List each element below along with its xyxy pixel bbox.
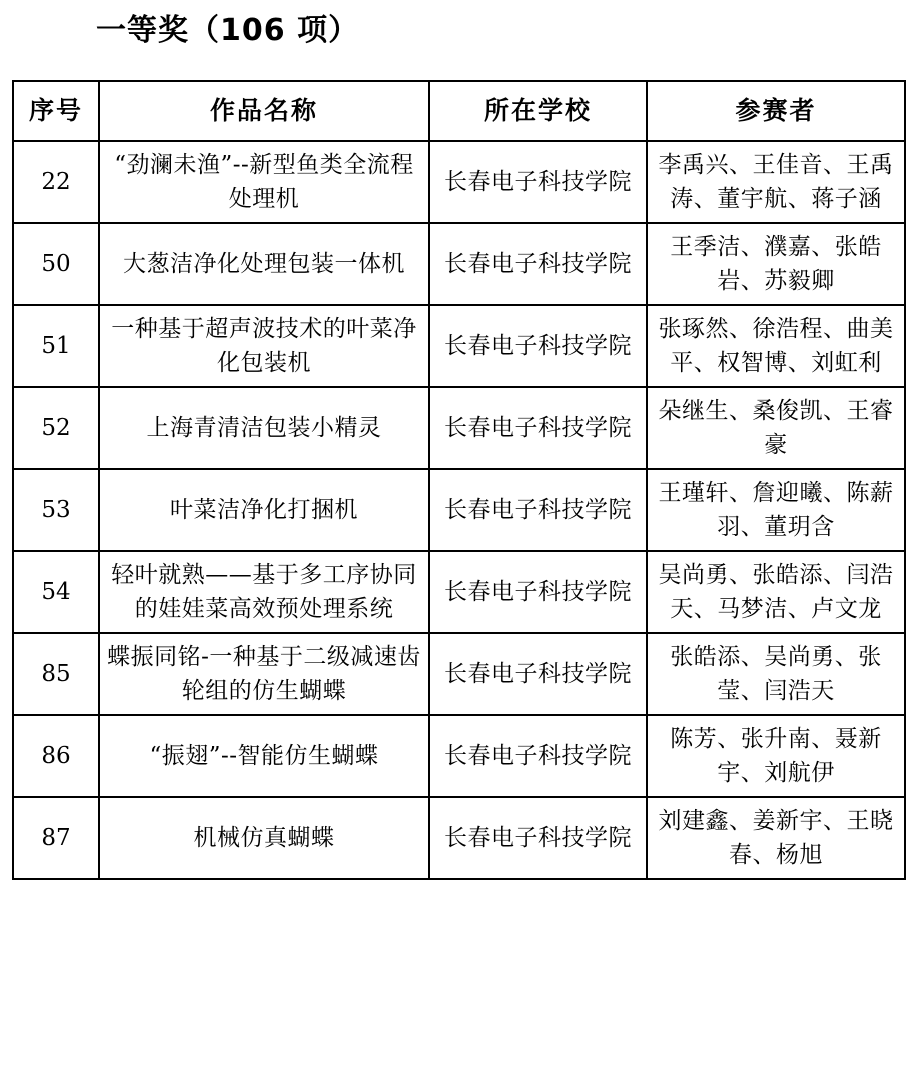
cell-name: “振翅”--智能仿生蝴蝶	[99, 715, 429, 797]
table-body	[13, 141, 905, 879]
cell-members: 张皓添、吴尚勇、张莹、闫浩天	[647, 633, 905, 715]
cell-school: 长春电子科技学院	[429, 469, 647, 551]
cell-school: 长春电子科技学院	[429, 141, 647, 223]
cell-index: 50	[13, 223, 99, 305]
cell-index: 86	[13, 715, 99, 797]
cell-members: 陈芳、张升南、聂新宇、刘航伊	[647, 715, 905, 797]
table-row	[13, 387, 905, 469]
cell-index: 85	[13, 633, 99, 715]
cell-members: 吴尚勇、张皓添、闫浩天、马梦洁、卢文龙	[647, 551, 905, 633]
cell-index: 22	[13, 141, 99, 223]
cell-name: 大葱洁净化处理包装一体机	[99, 223, 429, 305]
cell-name: 轻叶就熟——基于多工序协同的娃娃菜高效预处理系统	[99, 551, 429, 633]
cell-school: 长春电子科技学院	[429, 633, 647, 715]
cell-school: 长春电子科技学院	[429, 223, 647, 305]
award-table	[12, 80, 906, 880]
table-row	[13, 633, 905, 715]
cell-name: 机械仿真蝴蝶	[99, 797, 429, 879]
cell-members: 朵继生、桑俊凯、王睿豪	[647, 387, 905, 469]
cell-members: 张琢然、徐浩程、曲美平、权智博、刘虹利	[647, 305, 905, 387]
table-row	[13, 715, 905, 797]
cell-school: 长春电子科技学院	[429, 797, 647, 879]
cell-name: 一种基于超声波技术的叶菜净化包装机	[99, 305, 429, 387]
cell-school: 长春电子科技学院	[429, 387, 647, 469]
table-row	[13, 141, 905, 223]
cell-name: “劲澜未渔”--新型鱼类全流程处理机	[99, 141, 429, 223]
cell-index: 52	[13, 387, 99, 469]
cell-name: 蝶振同铭-一种基于二级减速齿轮组的仿生蝴蝶	[99, 633, 429, 715]
column-header-index: 序号	[13, 81, 99, 141]
cell-name: 叶菜洁净化打捆机	[99, 469, 429, 551]
table-row	[13, 797, 905, 879]
table-header-row	[13, 81, 905, 141]
cell-members: 王季洁、濮嘉、张皓岩、苏毅卿	[647, 223, 905, 305]
cell-index: 53	[13, 469, 99, 551]
cell-name: 上海青清洁包装小精灵	[99, 387, 429, 469]
cell-school: 长春电子科技学院	[429, 551, 647, 633]
cell-school: 长春电子科技学院	[429, 305, 647, 387]
column-header-members: 参赛者	[647, 81, 905, 141]
column-header-school: 所在学校	[429, 81, 647, 141]
table-header	[13, 81, 905, 141]
cell-index: 51	[13, 305, 99, 387]
table-row	[13, 469, 905, 551]
cell-members: 王瑾轩、詹迎曦、陈薪羽、董玥含	[647, 469, 905, 551]
cell-members: 李禹兴、王佳音、王禹涛、董宇航、蒋子涵	[647, 141, 905, 223]
table-row	[13, 223, 905, 305]
page-title: 一等奖（106 项）	[96, 13, 360, 48]
cell-index: 54	[13, 551, 99, 633]
cell-school: 长春电子科技学院	[429, 715, 647, 797]
table-row	[13, 551, 905, 633]
column-header-name: 作品名称	[99, 81, 429, 141]
cell-index: 87	[13, 797, 99, 879]
cell-members: 刘建鑫、姜新宇、王晓春、杨旭	[647, 797, 905, 879]
table-row	[13, 305, 905, 387]
